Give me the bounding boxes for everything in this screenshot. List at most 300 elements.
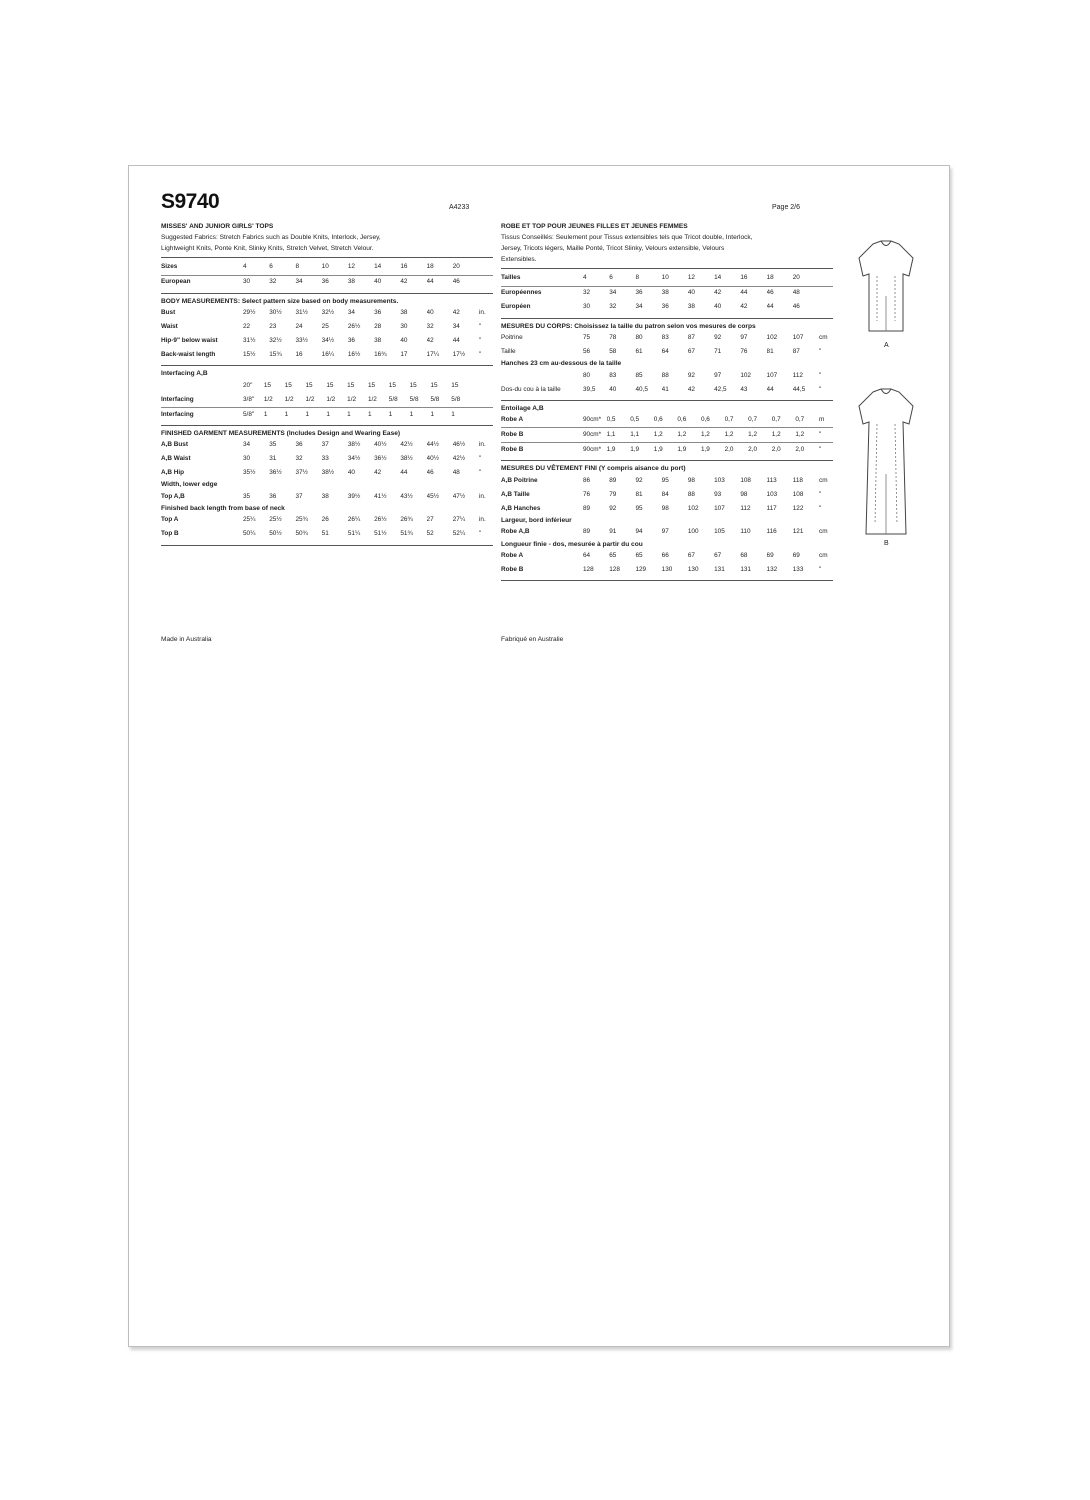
table-cell: 50¼: [243, 530, 256, 538]
table-cell: 46: [792, 303, 800, 311]
table-cell: 69: [766, 551, 774, 559]
table-cell: 17¼: [426, 350, 439, 358]
fabric-line: Jersey, Tricots légers, Maille Ponté, Tricot Slinky, Velours extensible, Velours: [501, 244, 725, 252]
table-cell: 41½: [374, 492, 387, 500]
table-cell: 6: [609, 272, 635, 287]
table-cell: 3/8": [243, 393, 264, 408]
table-cell: 2,0: [771, 446, 781, 454]
table-cell: 69: [792, 551, 800, 559]
interfacing-table: [161, 379, 493, 422]
table-cell: 1,2: [701, 428, 725, 443]
table-cell: 44: [766, 303, 774, 311]
row-label: A,B Hip: [161, 469, 185, 477]
table-cell: 42½: [400, 441, 413, 449]
garment-figure-a-icon: [851, 236, 921, 346]
table-cell: 40½: [426, 455, 439, 463]
table-cell: 0,6: [654, 413, 678, 428]
table-row: [501, 526, 833, 540]
table-cell: 42: [452, 308, 460, 316]
unit-cell: cm: [819, 476, 828, 484]
unit-cell: in.: [479, 441, 486, 449]
table-row: [161, 438, 493, 452]
table-cell: 81: [635, 490, 643, 498]
table-cell: 0,5: [630, 413, 654, 428]
fabric-line: Lightweight Knits, Ponte Knit, Slinky Knits, Stretch Velvet, Stretch Velour.: [161, 244, 374, 252]
table-cell: 38½: [347, 441, 361, 449]
table-row: [501, 286, 833, 301]
table-cell: 5/8: [389, 393, 410, 408]
table-cell: 42: [687, 385, 695, 393]
table-cell: 1: [451, 410, 455, 418]
table-cell: 103: [714, 476, 725, 484]
length-title: Finished back length from base of neck: [161, 504, 285, 512]
table-cell: 1: [263, 410, 268, 418]
table-cell: 61: [635, 347, 643, 355]
unit-cell: ": [819, 347, 822, 355]
row-label: European: [161, 278, 191, 286]
table-cell: 113: [766, 476, 777, 484]
table-cell: 1,2: [772, 428, 796, 443]
table-cell: 43½: [400, 492, 413, 500]
sizes-table: [161, 261, 493, 290]
table-cell: 34: [609, 289, 617, 297]
table-cell: 5/8: [451, 393, 472, 408]
table-cell: 26¾: [400, 516, 413, 524]
table-cell: 40: [609, 385, 617, 393]
table-cell: 37½: [295, 469, 308, 477]
table-cell: 1: [430, 410, 435, 418]
unit-cell: ": [819, 490, 822, 498]
back-table: [501, 383, 833, 397]
table-cell: 16: [740, 272, 766, 287]
row-label: Tailles: [501, 272, 583, 287]
table-cell: 18: [767, 272, 793, 287]
table-cell: 128: [609, 565, 620, 573]
table-cell: 44: [426, 278, 434, 286]
table-cell: 32½: [269, 336, 282, 344]
table-cell: 23: [269, 322, 277, 330]
table-cell: 68: [740, 551, 748, 559]
table-cell: 66: [661, 551, 669, 559]
table-cell: 15½: [243, 350, 256, 358]
table-cell: 1: [388, 410, 393, 418]
interfacing-title: Entoilage A,B: [501, 404, 544, 412]
row-label: Robe A: [501, 413, 583, 428]
unit-cell: ": [819, 371, 822, 379]
table-row: [501, 563, 833, 577]
table-cell: 34: [452, 322, 460, 330]
row-label: Taille: [501, 347, 516, 355]
table-cell: 121: [792, 528, 804, 536]
table-cell: 20: [793, 272, 819, 287]
unit-cell: ": [819, 428, 833, 443]
table-cell: 34½: [321, 336, 335, 344]
unit-cell: ": [479, 350, 482, 358]
table-cell: 94: [635, 528, 643, 536]
table-cell: 31½: [243, 336, 256, 344]
table-cell: 108: [792, 490, 804, 498]
table-cell: 33: [321, 455, 329, 463]
table-cell: 1/2: [368, 393, 389, 408]
fabric-line: Tissus Conseillés: Seulement pour Tissus extensibles tels que Tricot double, Interlock,: [501, 233, 753, 241]
table-cell: 36: [321, 278, 329, 286]
table-cell: 32: [295, 455, 303, 463]
header-cell: 20": [243, 381, 253, 389]
table-cell: 67: [687, 551, 695, 559]
table-cell: 42,5: [714, 385, 727, 393]
table-row: [501, 331, 833, 345]
row-label: Robe A,B: [501, 528, 530, 536]
table-cell: 2,0: [795, 446, 805, 454]
table-row: [161, 320, 493, 334]
pattern-sheet: [128, 165, 950, 1347]
french-column: [501, 222, 833, 584]
table-cell: 12: [348, 261, 374, 276]
table-cell: 107: [714, 504, 725, 512]
table-cell: 36: [661, 303, 669, 311]
row-label: Interfacing: [161, 410, 194, 418]
hip-table: [501, 369, 833, 383]
interfacing-title: Interfacing A,B: [161, 370, 208, 378]
table-cell: 38½: [400, 455, 413, 463]
length-table: [501, 549, 833, 577]
table-row: [501, 443, 833, 458]
unit-cell: ": [819, 504, 822, 512]
table-cell: 5/8: [410, 393, 431, 408]
table-cell: 32: [609, 303, 617, 311]
table-cell: 14: [374, 261, 400, 276]
table-cell: 45½: [426, 492, 439, 500]
table-cell: 42: [714, 289, 722, 297]
table-cell: 5/8": [243, 410, 255, 418]
unit-cell: [479, 261, 493, 276]
table-cell: 36: [295, 441, 303, 449]
table-row: [501, 272, 833, 287]
row-label: Bust: [161, 308, 176, 316]
length-title: Longueur finie - dos, mesurée à partir du cou: [501, 540, 643, 548]
table-cell: 1/2: [326, 393, 347, 408]
table-cell: 32: [426, 322, 434, 330]
table-cell: 46: [452, 278, 460, 286]
table-cell: 36½: [269, 469, 282, 477]
body-measurements-table: [501, 331, 833, 359]
table-cell: 2,0: [748, 446, 758, 454]
hip-title: Hanches 23 cm au-dessous de la taille: [501, 360, 622, 368]
table-cell: 1: [305, 410, 310, 418]
table-cell: 50¾: [295, 530, 308, 538]
table-cell: 32½: [321, 308, 335, 316]
interfacing-table: [501, 413, 833, 457]
row-label: A,B Bust: [161, 441, 188, 449]
table-cell: 89: [583, 504, 591, 512]
table-cell: 1/2: [305, 393, 326, 408]
table-cell: 105: [714, 528, 725, 536]
header-cell: 15: [451, 381, 459, 389]
table-cell: 98: [740, 490, 748, 498]
table-cell: 107: [792, 333, 804, 341]
table-cell: 79: [609, 490, 617, 498]
table-cell: 8: [295, 261, 321, 276]
table-cell: 89: [583, 528, 591, 536]
fabric-line: Suggested Fabrics: Stretch Fabrics such as Double Knits, Interlock, Jersey,: [161, 233, 381, 241]
figure-label: A: [884, 342, 889, 349]
table-cell: 36: [347, 336, 355, 344]
table-cell: 34: [635, 303, 643, 311]
row-label: Interfacing: [161, 393, 243, 408]
table-cell: 91: [609, 528, 617, 536]
table-cell: 1,2: [795, 428, 819, 443]
table-cell: 1,9: [630, 446, 640, 454]
table-cell: 44: [766, 385, 774, 393]
table-row: [161, 348, 493, 362]
table-cell: 83: [661, 333, 669, 341]
body-measurements-title: MESURES DU CORPS: Choisissez la taille du patron selon vos mesures de corps: [501, 322, 756, 330]
table-cell: 56: [583, 347, 591, 355]
table-cell: 44: [740, 289, 748, 297]
table-cell: 1/2: [347, 393, 368, 408]
unit-cell: in.: [479, 308, 486, 316]
table-cell: 133: [792, 565, 804, 573]
row-note: 90cm*: [583, 446, 602, 454]
row-label: Dos-du cou à la taille: [501, 385, 561, 393]
table-row: [501, 413, 833, 428]
table-header-row: [161, 379, 493, 393]
unit-cell: ": [819, 446, 822, 454]
table-row: [161, 393, 493, 408]
table-cell: 40: [347, 469, 355, 477]
table-cell: 36: [269, 492, 277, 500]
table-cell: 93: [714, 490, 722, 498]
header-cell: 15: [305, 381, 313, 389]
table-cell: 32: [583, 289, 591, 297]
table-cell: 16: [295, 350, 303, 358]
table-cell: 76: [583, 490, 591, 498]
table-cell: 6: [269, 261, 295, 276]
table-cell: 26¼: [347, 516, 361, 524]
table-cell: 16½: [347, 350, 361, 358]
table-cell: 1,1: [607, 428, 631, 443]
section-title: ROBE ET TOP POUR JEUNES FILLES ET JEUNES FEMMES: [501, 223, 688, 230]
table-cell: 102: [766, 333, 778, 341]
unit-cell: in.: [479, 516, 486, 524]
table-cell: 78: [609, 333, 617, 341]
table-cell: 1: [409, 410, 414, 418]
table-cell: 43: [740, 385, 748, 393]
table-cell: 4: [583, 272, 609, 287]
table-row: [501, 345, 833, 359]
table-cell: 118: [792, 476, 803, 484]
table-row: [161, 514, 493, 528]
table-cell: 51½: [374, 530, 387, 538]
table-row: [501, 488, 833, 502]
table-cell: 1: [326, 410, 330, 418]
unit-cell: m: [819, 413, 833, 428]
table-cell: 30: [400, 322, 408, 330]
table-cell: 22: [243, 322, 251, 330]
table-cell: 38: [374, 336, 382, 344]
table-cell: 95: [661, 476, 669, 484]
table-cell: 39½: [347, 492, 361, 500]
table-row: [501, 474, 833, 488]
table-row: [161, 452, 493, 466]
unit-cell: [472, 407, 493, 422]
table-cell: 97: [661, 528, 669, 536]
table-cell: 97: [740, 333, 748, 341]
table-cell: 44: [400, 469, 408, 477]
table-cell: 1,2: [654, 428, 678, 443]
table-cell: 1,2: [677, 428, 701, 443]
table-cell: 4: [243, 261, 269, 276]
table-cell: 107: [766, 371, 778, 379]
table-row: [161, 528, 493, 542]
row-label: Robe B: [501, 565, 524, 573]
table-cell: 117: [766, 504, 777, 512]
unit-cell: cm: [819, 333, 828, 341]
header-cell: 15: [430, 381, 438, 389]
table-cell: 112: [740, 504, 751, 512]
table-cell: 88: [687, 490, 695, 498]
table-cell: 110: [740, 528, 751, 536]
table-cell: 47½: [452, 492, 466, 500]
made-in-note: Made in Australia: [161, 636, 212, 643]
table-cell: 28: [374, 322, 382, 330]
table-cell: 37: [321, 441, 329, 449]
unit-cell: cm: [819, 551, 828, 559]
table-cell: 41: [661, 385, 669, 393]
table-cell: 87: [687, 333, 695, 341]
row-label: Waist: [161, 322, 178, 330]
table-cell: 80: [583, 371, 591, 379]
table-cell: 122: [792, 504, 804, 512]
table-row: [161, 407, 493, 422]
table-cell: 81: [766, 347, 774, 355]
width-table: [161, 490, 493, 504]
row-label: Poitrine: [501, 333, 523, 341]
table-cell: 30: [243, 278, 251, 286]
table-cell: 1,9: [700, 446, 710, 454]
width-title: Width, lower edge: [161, 481, 218, 489]
table-cell: 116: [766, 528, 777, 536]
table-cell: 0,7: [795, 413, 819, 428]
table-cell: 40: [714, 303, 722, 311]
unit-cell: [472, 393, 493, 408]
header-cell: 15: [326, 381, 334, 389]
table-cell: 14: [714, 272, 740, 287]
table-cell: 95: [635, 504, 643, 512]
table-row: [501, 383, 833, 397]
table-cell: 75: [583, 333, 591, 341]
header-cell: 15: [263, 381, 271, 389]
table-row: [161, 466, 493, 480]
table-cell: 30: [583, 303, 591, 311]
table-cell: 34: [295, 278, 303, 286]
table-cell: 76: [740, 347, 748, 355]
table-cell: 0,7: [748, 413, 772, 428]
made-in-note-fr: Fabriqué en Australie: [501, 636, 564, 643]
header-cell: 15: [284, 381, 292, 389]
table-cell: 51: [321, 530, 329, 538]
figure-label: B: [884, 540, 889, 547]
table-cell: 112: [792, 371, 803, 379]
row-label: [501, 369, 583, 383]
table-cell: 50½: [269, 530, 282, 538]
table-cell: 42: [400, 278, 408, 286]
finished-table: [501, 474, 833, 516]
table-cell: 39,5: [583, 385, 596, 393]
garment-figure-b-icon: [851, 384, 921, 544]
table-cell: 92: [714, 333, 722, 341]
table-cell: 0,5: [607, 413, 631, 428]
table-cell: 30½: [269, 308, 282, 316]
table-cell: 42½: [452, 455, 466, 463]
table-cell: 84: [661, 490, 669, 498]
table-cell: 44½: [426, 441, 439, 449]
finished-title: MESURES DU VÊTEMENT FINI (Y compris aisance du port): [501, 465, 686, 473]
table-row: [501, 549, 833, 563]
table-cell: 131: [740, 565, 751, 573]
table-cell: 98: [687, 476, 695, 484]
table-cell: 52¼: [452, 530, 466, 538]
table-cell: 1: [284, 410, 289, 418]
row-label: Robe A: [501, 551, 524, 559]
table-row: [501, 301, 833, 315]
table-cell: 33½: [295, 336, 308, 344]
width-table: [501, 526, 833, 540]
table-cell: 46½: [452, 441, 466, 449]
header-cell: 15: [388, 381, 396, 389]
section-title: MISSES' AND JUNIOR GIRLS' TOPS: [161, 223, 274, 230]
table-cell: 67: [714, 551, 722, 559]
unit-cell: ": [479, 455, 482, 463]
table-cell: 8: [635, 272, 661, 287]
table-cell: 52: [426, 530, 434, 538]
table-cell: 20: [453, 261, 479, 276]
body-measurements-title: BODY MEASUREMENTS: Select pattern size based on body measurements.: [161, 297, 399, 305]
table-cell: 38: [400, 308, 408, 316]
table-cell: 48: [452, 469, 460, 477]
table-cell: 2,0: [724, 446, 734, 454]
finished-table: [161, 438, 493, 480]
fabric-line: Extensibles.: [501, 255, 537, 263]
table-cell: 80: [635, 333, 643, 341]
table-row: [161, 261, 493, 276]
table-cell: 10: [322, 261, 348, 276]
table-cell: 44: [452, 336, 460, 344]
table-cell: 85: [635, 371, 643, 379]
table-cell: 38: [321, 492, 329, 500]
table-cell: 64: [583, 551, 591, 559]
table-cell: 1,2: [725, 428, 749, 443]
table-cell: 5/8: [430, 393, 451, 408]
unit-cell: [819, 286, 833, 301]
table-cell: 42: [426, 336, 434, 344]
table-cell: 40: [687, 289, 695, 297]
table-cell: 35: [269, 441, 277, 449]
row-label: Sizes: [161, 261, 243, 276]
table-cell: 65: [635, 551, 643, 559]
table-cell: 16¾: [374, 350, 387, 358]
table-cell: 40½: [374, 441, 387, 449]
pattern-code: S9740: [161, 190, 220, 213]
table-cell: 36: [374, 308, 382, 316]
table-cell: 15¾: [269, 350, 282, 358]
row-label: Robe B: [501, 446, 524, 454]
table-cell: 18: [427, 261, 453, 276]
table-cell: 108: [740, 476, 751, 484]
table-cell: 26½: [374, 516, 387, 524]
table-cell: 17: [400, 350, 408, 358]
unit-cell: ": [479, 530, 482, 538]
